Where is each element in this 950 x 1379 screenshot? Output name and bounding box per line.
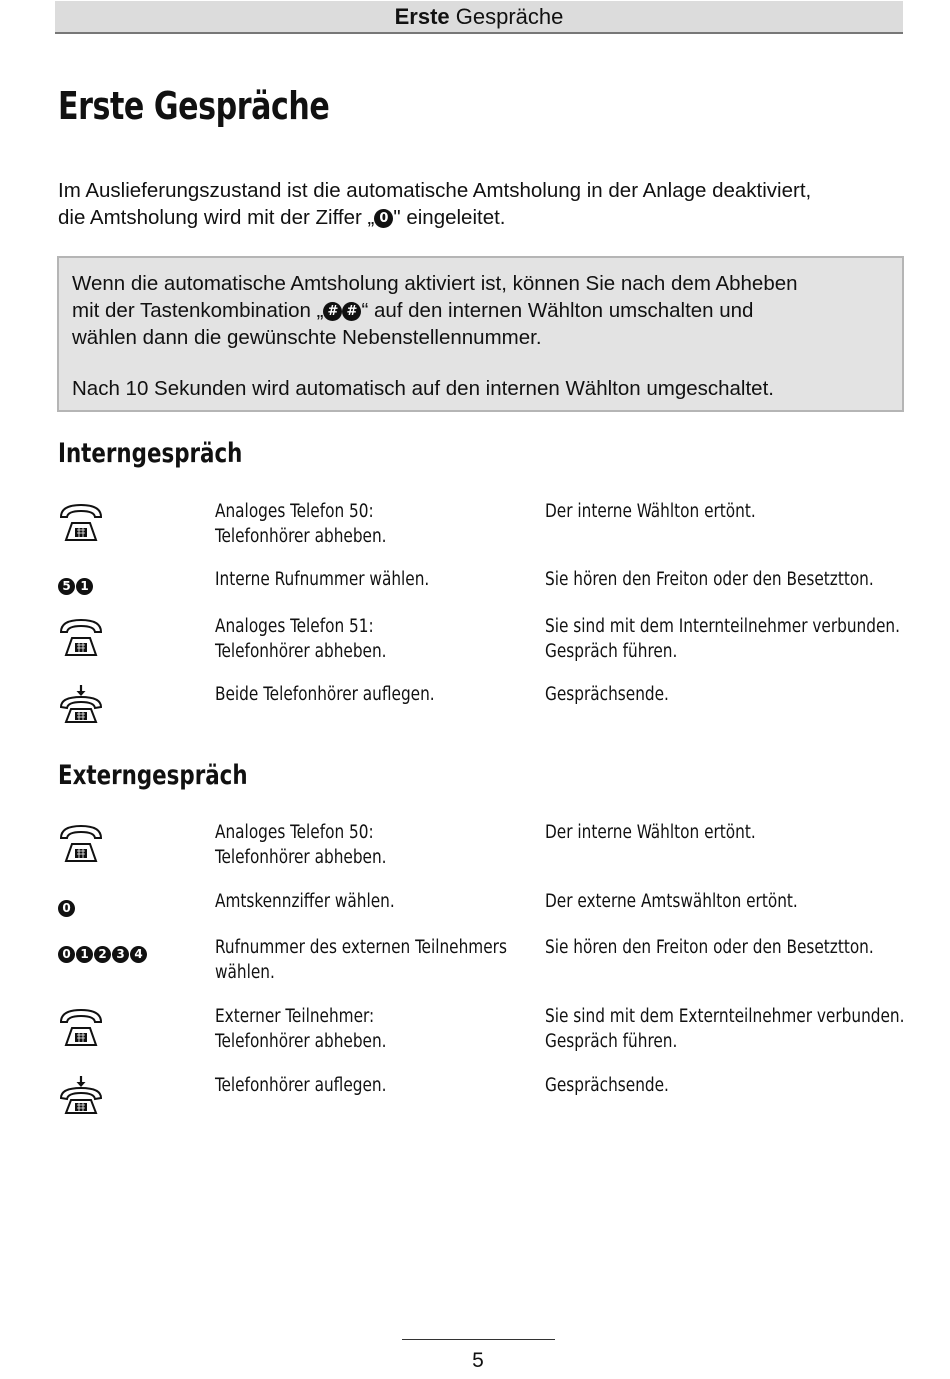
extern-step-5-result xyxy=(545,1073,895,1098)
key-0-icon: 0 xyxy=(58,900,75,917)
extern-step-3-result xyxy=(545,935,895,960)
section-title-extern: Externgespräch xyxy=(58,760,248,791)
footer-rule xyxy=(402,1339,555,1340)
intern-step-2-result xyxy=(545,567,895,592)
extern-step-1-result xyxy=(545,820,895,845)
phone-lift-icon xyxy=(58,502,104,542)
intro-line-2-end: " eingeleitet. xyxy=(393,206,506,229)
key-1-icon: 1 xyxy=(76,578,93,595)
info-line-1: Wenn die automatische Amtsholung aktiviert ist, können Sie nach dem Abheben xyxy=(72,272,798,295)
action-line: Analoges Telefon 50: xyxy=(215,822,374,843)
phone-hangup-icon xyxy=(58,684,104,724)
phone-lift-icon xyxy=(58,1007,104,1047)
extern-step-1-action xyxy=(215,820,528,870)
info-line-3: wählen dann die gewünschte Nebenstellennummer. xyxy=(72,326,542,349)
action-line: Amtskennziffer wählen. xyxy=(215,891,395,912)
running-header-rest: Gespräche xyxy=(455,4,564,29)
result-line: Sie hören den Freiton oder den Besetztton. xyxy=(545,569,874,590)
action-line: Analoges Telefon 50: xyxy=(215,501,374,522)
info-box-paragraph-1 xyxy=(72,270,889,351)
info-line-2-end: “ auf den internen Wählton umschalten und xyxy=(361,299,754,322)
key-2-icon: 2 xyxy=(94,946,111,963)
action-line: Telefonhörer abheben. xyxy=(215,526,387,547)
extern-step-3-action xyxy=(215,935,528,985)
result-line: Der interne Wählton ertönt. xyxy=(545,822,756,843)
result-line: Gesprächsende. xyxy=(545,1075,669,1096)
action-line: Beide Telefonhörer auflegen. xyxy=(215,684,435,705)
extern-step-2-action xyxy=(215,889,528,914)
action-line: Telefonhörer abheben. xyxy=(215,641,387,662)
result-line: Sie hören den Freiton oder den Besetztton. xyxy=(545,937,874,958)
info-box-paragraph-2: Nach 10 Sekunden wird automatisch auf den internen Wählton umgeschaltet. xyxy=(72,377,774,400)
intern-step-3-result xyxy=(545,614,900,664)
intro-line-1: Im Auslieferungszustand ist die automatische Amtsholung in der Anlage deaktiviert, xyxy=(58,179,812,202)
result-line: Sie sind mit dem Internteilnehmer verbunden. xyxy=(545,616,900,637)
action-line: Externer Teilnehmer: xyxy=(215,1006,375,1027)
action-line: Rufnummer des externen Teilnehmers xyxy=(215,937,507,958)
phone-lift-icon xyxy=(58,823,104,863)
section-title-intern: Interngespräch xyxy=(58,438,243,469)
page-number: 5 xyxy=(472,1349,484,1372)
intern-step-4-result xyxy=(545,682,895,707)
action-line: Telefonhörer abheben. xyxy=(215,1031,387,1052)
key-hash-icon: # xyxy=(323,302,342,321)
intern-step-1-action xyxy=(215,499,528,549)
key-0-icon: 0 xyxy=(58,946,75,963)
action-line: Telefonhörer auflegen. xyxy=(215,1075,387,1096)
keypad-keys xyxy=(58,578,93,595)
info-box xyxy=(57,256,904,412)
intern-step-1-result xyxy=(545,499,895,524)
extern-step-2-result xyxy=(545,889,895,914)
result-line: Gespräch führen. xyxy=(545,1031,678,1052)
action-line: wählen. xyxy=(215,962,275,983)
result-line: Der interne Wählton ertönt. xyxy=(545,501,756,522)
key-3-icon: 3 xyxy=(112,946,129,963)
key-hash-icon: # xyxy=(342,302,361,321)
extern-step-4-action xyxy=(215,1004,528,1054)
keypad-keys xyxy=(58,946,147,963)
info-line-2-text: mit der Tastenkombination „ xyxy=(72,299,324,322)
intern-step-4-action xyxy=(215,682,528,707)
result-line: Gespräch führen. xyxy=(545,641,678,662)
phone-hangup-icon xyxy=(58,1075,104,1115)
key-1-icon: 1 xyxy=(76,946,93,963)
intro-line-2-text: die Amtsholung wird mit der Ziffer „ xyxy=(58,206,375,229)
phone-lift-icon xyxy=(58,617,104,657)
extern-step-4-result xyxy=(545,1004,905,1054)
keypad-keys xyxy=(58,900,75,917)
action-line: Analoges Telefon 51: xyxy=(215,616,374,637)
page-title: Erste Gespräche xyxy=(58,84,330,128)
action-line: Interne Rufnummer wählen. xyxy=(215,569,430,590)
intro-paragraph xyxy=(58,177,918,231)
result-line: Gesprächsende. xyxy=(545,684,669,705)
key-5-icon: 5 xyxy=(58,578,75,595)
intro-line-2 xyxy=(58,204,918,231)
result-line: Sie sind mit dem Externteilnehmer verbunden. xyxy=(545,1006,905,1027)
key-0-icon: 0 xyxy=(374,209,393,228)
intern-step-3-action xyxy=(215,614,528,664)
result-line: Der externe Amtswählton ertönt. xyxy=(545,891,798,912)
action-line: Telefonhörer abheben. xyxy=(215,847,387,868)
intern-step-2-action xyxy=(215,567,528,592)
key-4-icon: 4 xyxy=(130,946,147,963)
running-header xyxy=(55,1,903,34)
extern-step-5-action xyxy=(215,1073,528,1098)
running-header-bold: Erste xyxy=(394,4,450,29)
